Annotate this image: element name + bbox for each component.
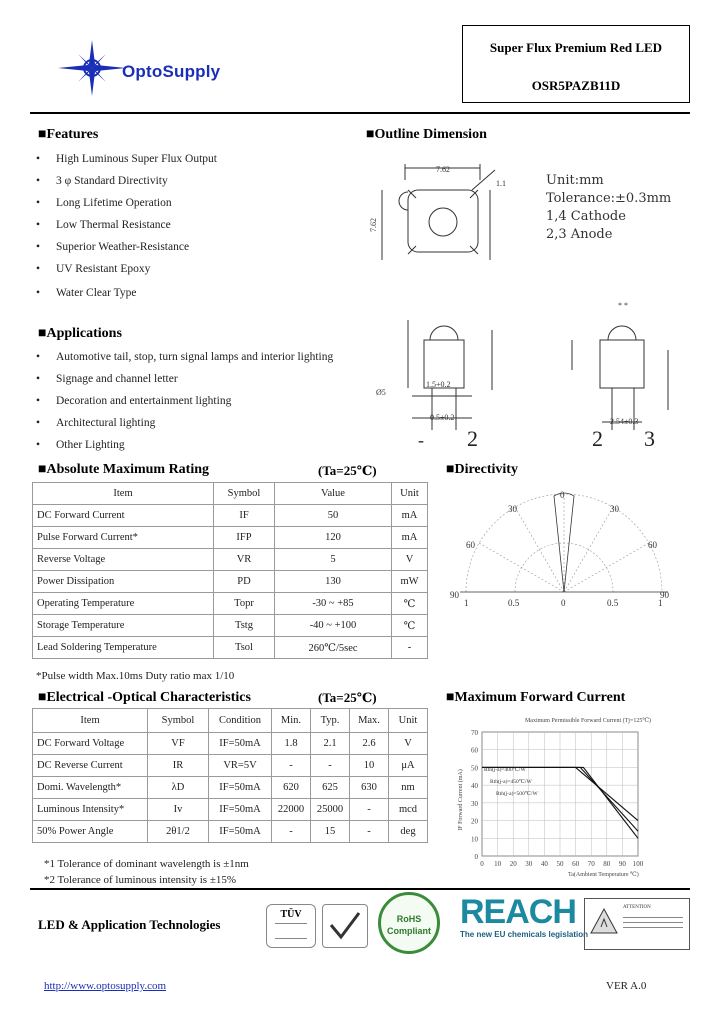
application-item: • Automotive tail, stop, turn signal lamps and interior lighting — [32, 346, 333, 368]
table-cell: VF — [148, 733, 209, 755]
table-cell: 2θ1/2 — [148, 821, 209, 843]
table-cell: Luminous Intensity* — [33, 799, 148, 821]
dir-angle-90r: 90 — [660, 590, 669, 600]
table-cell: IF=50mA — [209, 799, 272, 821]
table-row — [33, 615, 428, 637]
svg-text:* *: * * — [618, 301, 628, 310]
svg-text:2.54±0.3: 2.54±0.3 — [610, 417, 639, 426]
feature-item: • 3 φ Standard Directivity — [32, 170, 217, 192]
note-anode: 2,3 Anode — [546, 227, 613, 242]
table-cell: Power Dissipation — [33, 571, 214, 593]
brand-name: OptoSupply — [122, 62, 221, 81]
reach-badge — [460, 893, 589, 950]
dir-angle-30l: 30 — [508, 504, 517, 514]
website-link[interactable]: http://www.optosupply.com — [44, 980, 167, 992]
table-cell: ℃ — [392, 593, 428, 615]
svg-text:Ø5: Ø5 — [376, 388, 386, 397]
pin-label: 3 — [644, 426, 655, 451]
col-header: Unit — [389, 709, 428, 733]
table-cell: -30 ~ +85 — [275, 593, 392, 615]
table-cell: IFP — [214, 527, 275, 549]
feature-item: • Water Clear Type — [32, 282, 217, 304]
table-cell: IR — [148, 755, 209, 777]
abs-max-table — [32, 482, 428, 659]
dir-angle-60r: 60 — [648, 540, 657, 550]
dir-scale: 0.5 — [607, 598, 619, 608]
table-row — [33, 505, 428, 527]
version-label: VER A.0 — [606, 980, 647, 992]
table-cell: VR=5V — [209, 755, 272, 777]
table-cell: nm — [389, 777, 428, 799]
mfc-xtick: 60 — [572, 860, 580, 868]
dir-angle-0: 0 — [560, 490, 565, 500]
mfc-ylabel: IF Forward Current (mA) — [458, 769, 464, 831]
table-cell: 5 — [275, 549, 392, 571]
col-header: Symbol — [214, 483, 275, 505]
svg-text:1.1: 1.1 — [496, 179, 506, 188]
table-cell: - — [311, 755, 350, 777]
table-row — [33, 527, 428, 549]
reach-label: REACH — [460, 893, 576, 931]
table-row — [33, 571, 428, 593]
table-cell: Domi. Wavelength* — [33, 777, 148, 799]
feature-item: • Low Thermal Resistance — [32, 214, 217, 236]
cert-badge — [322, 904, 368, 948]
table-cell: Lead Soldering Temperature — [33, 637, 214, 659]
esd-warning-icon — [589, 907, 619, 935]
table-cell: Iv — [148, 799, 209, 821]
dir-scale: 0 — [561, 598, 566, 608]
table-cell: V — [389, 733, 428, 755]
table-cell: Tsol — [214, 637, 275, 659]
header-divider — [30, 112, 690, 114]
table-cell: 50 — [275, 505, 392, 527]
dir-angle-30r: 30 — [610, 504, 619, 514]
mfc-ytick: 70 — [471, 729, 478, 737]
table-cell: 22000 — [272, 799, 311, 821]
table-cell: Pulse Forward Current* — [33, 527, 214, 549]
table-cell: 1.8 — [272, 733, 311, 755]
esd-label: ATTENTION — [623, 905, 651, 910]
dir-angle-90l: 90 — [450, 590, 459, 600]
outline-top-view — [370, 160, 520, 280]
mfc-ytick: 0 — [474, 853, 478, 861]
mfc-ytick: 30 — [471, 799, 478, 808]
mfc-xtick: 50 — [556, 860, 564, 868]
rohs-badge — [378, 892, 440, 954]
features-list — [32, 148, 217, 304]
mfc-title: Maximum Permissible Forward Current (Tj=125℃) — [524, 718, 652, 724]
pin-dash: - — [418, 430, 424, 450]
mfc-xlabel: Ta(Ambient Temperature ℃) — [568, 872, 639, 878]
table-header-row — [33, 709, 428, 733]
table-cell: 25000 — [311, 799, 350, 821]
col-header: Unit — [392, 483, 428, 505]
table-cell: 120 — [275, 527, 392, 549]
product-title: Super Flux Premium Red LED — [489, 40, 663, 55]
table-cell: DC Forward Voltage — [33, 733, 148, 755]
mfc-ytick: 50 — [471, 764, 478, 773]
table-cell: mA — [392, 527, 428, 549]
table-cell: - — [350, 799, 389, 821]
col-header: Typ. — [311, 709, 350, 733]
footer-divider — [30, 888, 690, 890]
mfc-xtick: 70 — [587, 860, 595, 868]
eo-footnote-2: *2 Tolerance of luminous intensity is ±15% — [44, 874, 237, 886]
application-item: • Architectural lighting — [32, 412, 333, 434]
table-cell: λD — [148, 777, 209, 799]
table-row — [33, 733, 428, 755]
svg-text:7.62: 7.62 — [436, 165, 450, 174]
col-header: Min. — [272, 709, 311, 733]
note-unit: Unit:mm — [546, 173, 604, 188]
table-cell: 130 — [275, 571, 392, 593]
table-cell: PD — [214, 571, 275, 593]
mfc-xtick: 100 — [632, 860, 644, 868]
logo-star-icon — [56, 38, 126, 98]
application-item: • Other Lighting — [32, 434, 333, 456]
brand-logo — [56, 38, 276, 98]
application-item: • Decoration and entertainment lighting — [32, 390, 333, 412]
mfc-xtick: 30 — [525, 860, 533, 868]
max-current-heading: ■Maximum Forward Current — [446, 690, 626, 705]
table-cell: Reverse Voltage — [33, 549, 214, 571]
table-cell: 620 — [272, 777, 311, 799]
table-row — [33, 821, 428, 843]
check-icon — [323, 905, 367, 947]
table-cell: Operating Temperature — [33, 593, 214, 615]
mfc-ytick: 60 — [471, 746, 478, 755]
note-cathode: 1,4 Cathode — [546, 209, 626, 224]
applications-heading: ■Applications — [38, 326, 122, 341]
table-cell: - — [272, 755, 311, 777]
mfc-xtick: 0 — [480, 860, 484, 868]
svg-text:S: S — [88, 64, 96, 75]
mfc-curve-label: Rth(j-a)=500℃/W — [496, 790, 538, 797]
table-header-row — [33, 483, 428, 505]
pin-label: 2 — [592, 426, 603, 451]
table-cell: -40 ~ +100 — [275, 615, 392, 637]
table-cell: 50% Power Angle — [33, 821, 148, 843]
table-cell: Tstg — [214, 615, 275, 637]
col-header: Symbol — [148, 709, 209, 733]
part-number: OSR5PAZB11D — [531, 78, 621, 93]
tuv-badge — [266, 904, 316, 948]
table-cell: V — [392, 549, 428, 571]
feature-item: • High Luminous Super Flux Output — [32, 148, 217, 170]
table-row — [33, 549, 428, 571]
table-cell: - — [392, 637, 428, 659]
mfc-curve-label: Rth(j-a)=450℃/W — [490, 778, 532, 785]
table-cell: IF — [214, 505, 275, 527]
table-cell: DC Forward Current — [33, 505, 214, 527]
col-header: Item — [33, 709, 148, 733]
table-row — [33, 777, 428, 799]
abs-max-footnote: *Pulse width Max.10ms Duty ratio max 1/10 — [36, 670, 235, 682]
table-row — [33, 593, 428, 615]
table-cell: VR — [214, 549, 275, 571]
directivity-heading: ■Directivity — [446, 462, 518, 477]
dir-scale: 0.5 — [508, 598, 520, 608]
table-cell: 15 — [311, 821, 350, 843]
table-cell: Storage Temperature — [33, 615, 214, 637]
esd-lines — [623, 913, 683, 932]
tuv-label: TÜV — [280, 909, 302, 920]
eo-table — [32, 708, 428, 843]
col-header: Item — [33, 483, 214, 505]
mfc-xtick: 40 — [540, 860, 548, 868]
mfc-xtick: 10 — [494, 860, 502, 868]
feature-item: • Long Lifetime Operation — [32, 192, 217, 214]
table-row — [33, 755, 428, 777]
table-cell: 10 — [350, 755, 389, 777]
mfc-curve-label: Rth(j-a)=400℃/W — [484, 766, 526, 773]
eo-footnote-1: *1 Tolerance of dominant wavelength is ±1nm — [44, 858, 249, 870]
table-cell: mcd — [389, 799, 428, 821]
svg-text:0.5±0.2: 0.5±0.2 — [430, 413, 455, 422]
col-header: Max. — [350, 709, 389, 733]
table-cell: - — [350, 821, 389, 843]
dir-scale: 1 — [464, 598, 469, 608]
pin-label: 2 — [467, 426, 478, 451]
col-header: Condition — [209, 709, 272, 733]
reach-sub: The new EU chemicals legislation — [460, 930, 589, 939]
mfc-xtick: 80 — [603, 860, 611, 868]
table-cell: IF=50mA — [209, 777, 272, 799]
table-cell: ℃ — [392, 615, 428, 637]
table-cell: 630 — [350, 777, 389, 799]
mfc-ytick: 20 — [471, 817, 478, 826]
mfc-xtick: 20 — [509, 860, 517, 868]
rohs-label: RoHS Compliant — [387, 914, 431, 936]
table-cell: Topr — [214, 593, 275, 615]
svg-text:7.62: 7.62 — [369, 218, 378, 232]
abs-max-heading: ■Absolute Maximum Rating — [38, 462, 210, 477]
features-heading: ■Features — [38, 127, 99, 142]
table-cell: 260℃/5sec — [275, 637, 392, 659]
note-tolerance: Tolerance:±0.3mm — [546, 191, 672, 206]
table-cell: - — [272, 821, 311, 843]
applications-list — [32, 346, 333, 456]
outline-notes — [546, 172, 671, 244]
feature-item: • Superior Weather-Resistance — [32, 236, 217, 258]
abs-max-condition: (Ta=25℃) — [318, 463, 377, 478]
table-row — [33, 799, 428, 821]
table-row — [33, 637, 428, 659]
esd-attention-badge — [584, 898, 690, 950]
table-cell: μA — [389, 755, 428, 777]
table-cell: 2.1 — [311, 733, 350, 755]
table-cell: 625 — [311, 777, 350, 799]
mfc-ytick: 10 — [471, 835, 478, 844]
dir-scale: 1 — [658, 598, 663, 608]
table-cell: mW — [392, 571, 428, 593]
max-current-chart — [448, 710, 688, 880]
title-box — [462, 25, 690, 103]
table-cell: IF=50mA — [209, 733, 272, 755]
table-cell: mA — [392, 505, 428, 527]
mfc-xtick: 90 — [618, 860, 626, 868]
table-cell: DC Reverse Current — [33, 755, 148, 777]
application-item: • Signage and channel letter — [32, 368, 333, 390]
col-header: Value — [275, 483, 392, 505]
eo-heading: ■Electrical -Optical Characteristics — [38, 690, 251, 705]
directivity-chart — [450, 486, 680, 612]
table-cell: 2.6 — [350, 733, 389, 755]
eo-condition: (Ta=25℃) — [318, 690, 377, 705]
svg-text:1.5+0.2: 1.5+0.2 — [426, 380, 451, 389]
table-cell: IF=50mA — [209, 821, 272, 843]
mfc-ytick: 40 — [471, 782, 478, 791]
outline-heading: ■Outline Dimension — [366, 127, 487, 142]
company-name: LED & Application Technologies — [38, 917, 221, 932]
dir-angle-60l: 60 — [466, 540, 475, 550]
feature-item: • UV Resistant Epoxy — [32, 258, 217, 280]
table-cell: deg — [389, 821, 428, 843]
